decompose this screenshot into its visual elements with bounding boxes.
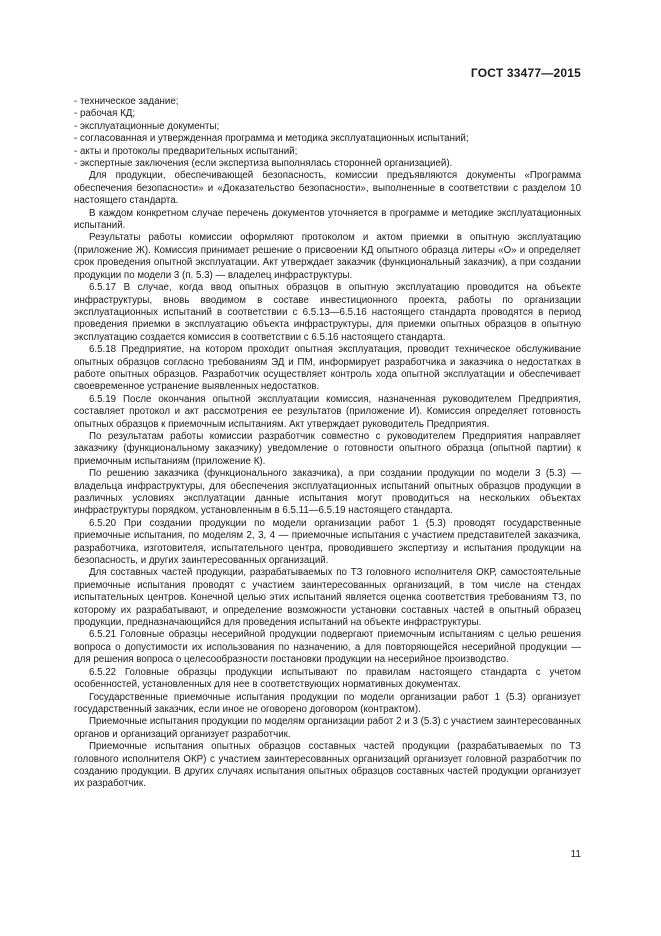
paragraph: По решению заказчика (функционального заказчика), а при создании продукции по модели 3 (5.3) — владельца инфраструктуры, для обеспечения эксплуатационных испытаний опытных образцов продукции в различных условиях эксплуатации данные испытания могут проводиться на нескольких объектах инфраструктуры порядком, установленным в 6.5.11—6.5.19 настоящего стандарта. xyxy=(74,468,581,517)
paragraph: Для продукции, обеспечивающей безопасность, комиссии предъявляются документы «Программа обеспечения безопасности» и «Доказательство безопасности», выполненные в соответствии с разделом 10 настоящего стандарта. xyxy=(74,170,581,207)
paragraph: Приемочные испытания опытных образцов составных частей продукции (разрабатываемых по ТЗ головного исполнителя ОКР) с участием заинтересованных организаций организует головной разработчик по созданию продукции. В других случаях испытания опытных образцов составных частей продукции организует их разработчик. xyxy=(74,741,581,790)
paragraph-6-5-21: 6.5.21 Головные образцы несерийной продукции подвергают приемочным испытаниям с целью решения вопроса о допустимости их использования по назначению, а для повторяющейся несерийной продукции — для решения вопроса о целесообразности постановки продукции на несерийное производство. xyxy=(74,629,581,666)
paragraph: По результатам работы комиссии разработчик совместно с руководителем Предприятия направляет заказчику (функциональному заказчику) уведомление о готовности опытного образца (опытной партии) к приемочным испытаниям (приложение К). xyxy=(74,430,581,467)
document-code: ГОСТ 33477—2015 xyxy=(470,66,581,80)
page-number: 11 xyxy=(570,849,581,860)
list-item: - эксплуатационные документы; xyxy=(74,120,220,132)
list-item: - акты и протоколы предварительных испытаний; xyxy=(74,145,298,157)
paragraph-6-5-17: 6.5.17 В случае, когда ввод опытных образцов в опытную эксплуатацию проводится на объекте инфраструктуры, вновь вводимом в составе инвестиционного проекта, работы по организации эксплуатационных испытаний в соответствии с 6.5.13—6.5.16 настоящего стандарта проводятся в период проведения приемки в эксплуатацию объекта инфраструктуры, для приемки опытных образцов в опытную эксплуатацию создается комиссия в соответствии с 6.5.16 настоящего стандарта. xyxy=(74,282,581,343)
paragraph-6-5-20: 6.5.20 При создании продукции по модели организации работ 1 (5.3) проводят государственные приемочные испытания, по моделям 2, 3, 4 — приемочные испытания с участием представителей заказчика, разработчика, изготовителя, испытательного центра, проводившего экспертизу и испытания продукции на безопасность, и других заинтересованных организаций. xyxy=(74,517,581,567)
document-body xyxy=(74,96,581,791)
list-item: - согласованная и утвержденная программа и методика эксплуатационных испытаний; xyxy=(74,133,469,145)
paragraph-6-5-19: 6.5.19 После окончания опытной эксплуатации комиссия, назначенная руководителем Предприятия, составляет протокол и акт рассмотрения ее результатов (приложение И). Комиссия определяет готовность опытных образцов к приемочным испытаниям. Акт утверждает руководитель Предприятия. xyxy=(74,393,581,430)
paragraph-6-5-22: 6.5.22 Головные образцы продукции испытывают по правилам настоящего стандарта с учетом особенностей, установленных для нее в соответствующих нормативных документах. xyxy=(74,666,581,691)
list-item: - рабочая КД; xyxy=(74,108,136,120)
paragraph: Государственные приемочные испытания продукции по модели организации работ 1 (5.3) организует государственный заказчик, если иное не оговорено договором (контрактом). xyxy=(74,691,581,715)
paragraph: Приемочные испытания продукции по моделям организации работ 2 и 3 (5.3) с участием заинтересованных органов и организаций организует разработчик. xyxy=(74,716,581,740)
paragraph: Результаты работы комиссии оформляют протоколом и актом приемки в опытную эксплуатацию (приложение Ж). Комиссия принимает решение о присвоении КД опытного образца литеры «О» и определяет срок проведения опытной эксплуатации. Акт утверждает заказчик (функциональный заказчик), а при создании продукции по модели 3 (п. 5.3) — владелец инфраструктуры. xyxy=(74,232,581,281)
paragraph: Для составных частей продукции, разрабатываемых по ТЗ головного исполнителя ОКР, самостоятельные приемочные испытания проводят с участием заинтересованных организаций, в том числе на стендах испытательных центров. Конечной целью этих испытаний является оценка соответствия требованиям ТЗ, по которому их разрабатывают, и определение возможности установки составных частей в опытный образец продукции, предназначающийся для проведения испытаний на объекте инфраструктуры. xyxy=(74,567,581,629)
list-item: - экспертные заключения (если экспертиза выполнялась сторонней организацией). xyxy=(74,158,453,170)
paragraph: В каждом конкретном случае перечень документов уточняется в программе и методике эксплуатационных испытаний. xyxy=(74,207,581,232)
list-item: - техническое задание; xyxy=(74,96,179,107)
document-list xyxy=(74,96,581,170)
paragraph-6-5-18: 6.5.18 Предприятие, на котором проходит опытная эксплуатация, проводит техническое обслуживание опытных образцов согласно требованиям ЭД и ПМ, информирует разработчика и заказчика о недостатках в работе опытных образцов. Разработчик осуществляет контроль хода опытной эксплуатации и обеспечивает своевременное устранение выявленных недостатков. xyxy=(74,344,581,393)
